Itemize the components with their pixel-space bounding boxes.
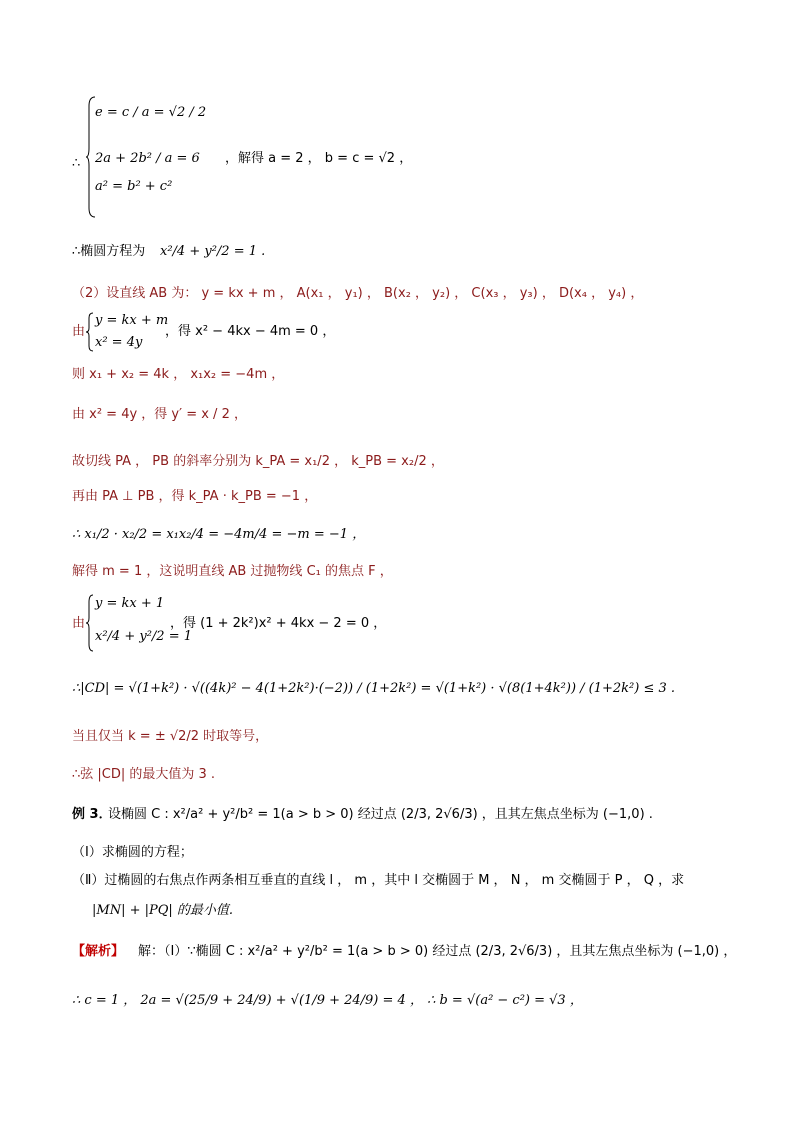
system-2-you: 由 — [72, 324, 86, 339]
slope-product: ∴ x₁/2 · x₂/2 = x₁x₂/4 = −4m/4 = −m = −1 ， — [72, 527, 366, 542]
system-2-parabola: x² = 4y — [95, 335, 143, 350]
system-3-result: ，得 (1 + 2k²)x² + 4kx − 2 = 0 ， — [170, 616, 387, 631]
left-brace-system-3 — [86, 594, 94, 652]
question-1: （Ⅰ）求椭圆的方程； — [72, 845, 193, 860]
tangent-slopes: 故切线 PA ， PB 的斜率分别为 k_PA = x₁/2 ， k_PB = x₂/2 ， — [72, 454, 444, 469]
system-1-middle: 2a + 2b² / a = 6 — [95, 151, 200, 166]
system-2-result: ，得 x² − 4kx − 4m = 0 ， — [165, 324, 336, 339]
chord-length-formula: ∴|CD| = √(1+k²) · √((4k)² − 4(1+2k²)·(−2)) / (1+2k²) = √(1+k²) · √(8(1+4k²)) / (1+2k²) ≤ 3 . — [72, 681, 676, 696]
vieta-relations: 则 x₁ + x₂ = 4k ， x₁x₂ = −4m ， — [72, 367, 285, 382]
derivative-line: 由 x² = 4y ，得 y′ = x / 2 ， — [72, 407, 247, 422]
question-2: （Ⅱ）过椭圆的右焦点作两条相互垂直的直线 l ， m ，其中 l 交椭圆于 M ， N ， m 交椭圆于 P ， Q ，求 — [72, 873, 685, 888]
ellipse-equation-prefix: ∴椭圆方程为 — [72, 244, 146, 259]
perpendicular-condition: 再由 PA ⊥ PB ，得 k_PA · k_PB = −1 ， — [72, 489, 318, 504]
system-3-you: 由 — [72, 616, 86, 631]
part-2-setup: （2）设直线 AB 为： y = kx + m ， A(x₁ ， y₁) ， B(x₂ ， y₂) ， C(x₃ ， y₃) ， D(x₄ ， y₄) ， — [72, 286, 644, 301]
solution-label: 【解析】 — [72, 944, 125, 959]
system-1-eccentricity: e = c / a = √2 / 2 — [95, 105, 207, 120]
question-2-continued: |MN| + |PQ| 的最小值. — [92, 903, 234, 918]
left-brace-system-2 — [86, 312, 94, 352]
equality-condition: 当且仅当 k = ± √2/2 时取等号， — [72, 729, 269, 744]
system-1-therefore: ∴ — [72, 156, 81, 171]
system-3-ellipse: x²/4 + y²/2 = 1 — [95, 629, 192, 644]
system-3-line: y = kx + 1 — [95, 596, 165, 611]
m-equals-one: 解得 m = 1 ，这说明直线 AB 过抛物线 C₁ 的焦点 F ， — [72, 564, 393, 579]
solution-constants: ∴ c = 1 ， 2a = √(25/9 + 24/9) + √(1/9 + 24/9) = 4 ， ∴ b = √(a² − c²) = √3 ， — [72, 993, 583, 1008]
example-3-statement: 设椭圆 C : x²/a² + y²/b² = 1(a > b > 0) 经过点 (2/3, 2√6/3) ，且其左焦点坐标为 (−1,0) . — [108, 807, 653, 822]
example-3-label: 例 3． — [72, 807, 112, 822]
system-1-relation: a² = b² + c² — [95, 179, 173, 194]
solution-part-1: 解：（Ⅰ）∵椭圆 C : x²/a² + y²/b² = 1(a > b > 0) 经过点 (2/3, 2√6/3) ，且其左焦点坐标为 (−1,0) ， — [138, 944, 737, 959]
system-2-line: y = kx + m — [95, 313, 169, 328]
system-1-result: ，解得 a = 2 ， b = c = √2 ， — [225, 151, 413, 166]
ellipse-equation: x²/4 + y²/2 = 1 . — [160, 244, 266, 259]
chord-maximum: ∴弦 |CD| 的最大值为 3 . — [72, 767, 216, 782]
